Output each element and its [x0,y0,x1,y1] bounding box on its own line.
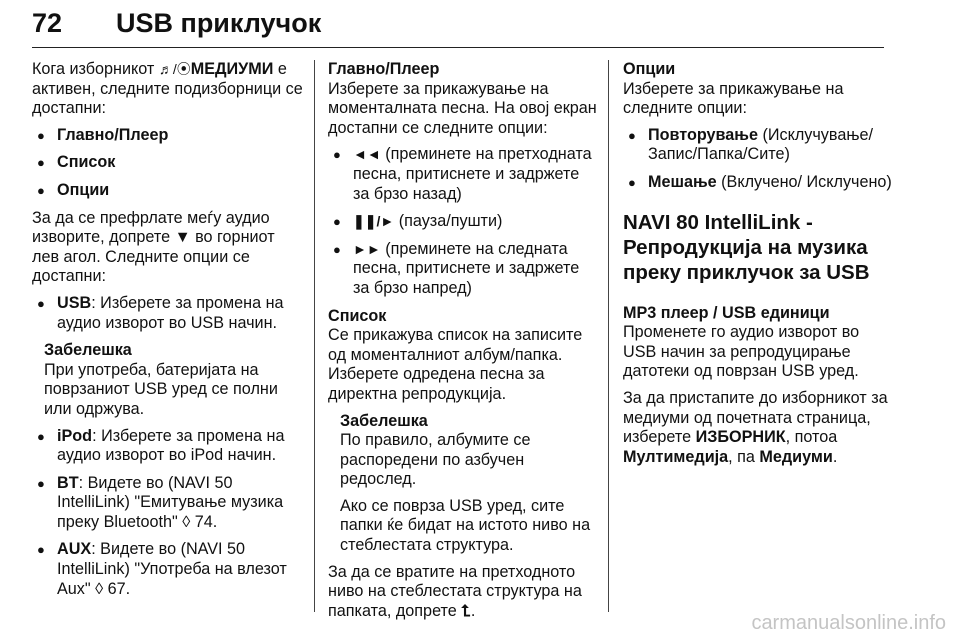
back-paragraph: За да се вратите на претходното ниво на стеблестата структура на папката, допрете ⮤. [328,562,582,620]
list-item-usb: ● USB: Изберете за промена на аудио изворот во USB начин. [32,294,306,333]
list-item-ipod: ● iPod: Изберете за промена на аудио изворот во iPod начин. [32,427,306,466]
page-header [32,5,884,48]
source-list-2 [32,427,306,600]
column-right [623,60,893,474]
column-divider [314,60,315,612]
list-item: ● Список [32,153,306,173]
access-paragraph: За да пристапите до изборникот за медиуми од почетната страница, изберете ИЗБОРНИК, потоа Мултимедија, па Медиуми. [623,388,888,466]
section-heading: NAVI 80 IntelliLink - Репродукција на музика преку приклучок за USB [623,210,870,284]
column-middle [328,60,598,628]
list-item-pause: ● ❚❚/► (пауза/пушти) [328,212,598,232]
note-block [32,341,306,419]
section-text: Променете го аудио изворот во USB начин за репродуцирање датотеки од поврзан USB уред. [623,323,860,381]
list-item: ● Опции [32,181,306,201]
source-list [32,294,306,333]
player-controls-list [328,145,598,298]
subsection-title: MP3 плеер / USB единици [623,303,830,322]
options-list [623,126,893,193]
list-item-next: ● ►► (преминете на следната песна, притиснете и задржете за брзо напред) [328,240,598,299]
section-title: Опции [623,60,676,78]
section-text: Се прикажува список на записите од моменталниот албум/папка. Изберете одредена песна за директна репродукција. [328,326,583,403]
page-title: USB приклучок [116,8,322,38]
note-text: По правило, албумите се распоредени по азбучен редослед. [340,431,531,489]
note-text: Ако се поврза USB уред, сите папки ќе бидат на истото ниво на стеблестата структура. [340,496,591,555]
intro-paragraph: Кога изборникот ♬/⦿МЕДИУМИ е активен, следните подизборници се достапни: [32,60,303,118]
note-title: Забелешка [340,411,428,430]
list-item-shuffle: ● Мешање (Вклучено/ Исклучено) [623,173,893,193]
submenu-list [32,126,306,201]
switch-source-paragraph: За да се префрлате меѓу аудио изворите, допрете ▼ во горниот лев агол. Следните опции се достапни: [32,208,275,286]
page-number: 72 [32,8,63,38]
back-arrow-icon: ⮤ [461,601,471,620]
section-title: Список [328,306,387,325]
music-media-icon: ♬/⦿ [158,61,191,77]
next-track-icon: ►► [353,240,381,257]
list-item-repeat: ● Повторување (Исклучување/ Запис/Папка/Сите) [623,126,893,165]
list-item-aux: ● AUX: Видете во (NAVI 50 IntelliLink) "Употреба на влезот Aux" ◊ 67. [32,540,306,599]
watermark: carmanualsonline.info [751,612,946,634]
note-title: Забелешка [44,341,132,360]
column-left [32,60,306,607]
list-item-previous: ● ◄◄ (преминете на претходната песна, притиснете и задржете за брзо назад) [328,145,598,204]
previous-track-icon: ◄◄ [353,146,381,163]
section-title: Главно/Плеер [328,60,440,78]
list-item-bt: ● BT: Видете во (NAVI 50 IntelliLink) "Емитување музика преку Bluetooth" ◊ 74. [32,474,306,533]
list-item: ● Главно/Плеер [32,126,306,146]
column-divider [608,60,609,612]
note-text: При употреба, батеријата на поврзаниот USB уред се полни или одржува. [44,360,278,418]
pause-play-icon: ❚❚/► [353,213,395,230]
note-block [328,412,598,556]
section-text: Изберете за прикажување на следните опции: [623,79,844,118]
section-text: Изберете за прикажување на моменталната песна. На овој екран достапни се следните опции: [328,79,597,137]
